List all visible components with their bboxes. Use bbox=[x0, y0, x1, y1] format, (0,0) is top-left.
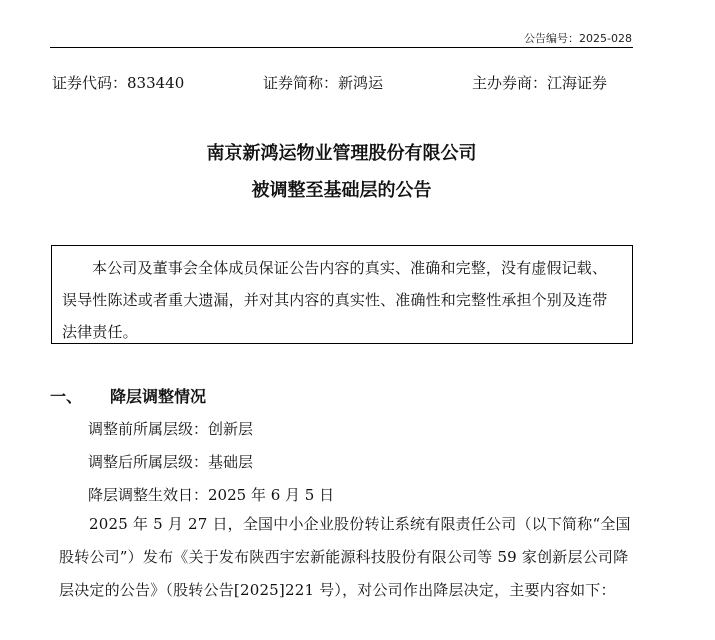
board-statement-box: 本公司及董事会全体成员保证公告内容的真实、准确和完整，没有虚假记载、误导性陈述或者重大遗漏，并对其内容的真实性、准确性和完整性承担个别及连带法律责任。 bbox=[51, 245, 633, 344]
effective-date-item: 降层调整生效日：2025 年 6 月 5 日 bbox=[88, 486, 335, 504]
security-code: 证券代码：833440 bbox=[52, 74, 185, 92]
announcement-number: 公告编号：2025-028 bbox=[524, 32, 632, 45]
tier-before-item: 调整前所属层级：创新层 bbox=[88, 420, 254, 438]
sponsor-broker: 主办券商：江海证券 bbox=[472, 74, 608, 92]
header-divider bbox=[50, 47, 633, 48]
security-abbreviation: 证券简称：新鸿运 bbox=[263, 74, 384, 92]
body-paragraph: 2025 年 5 月 27 日，全国中小企业股份转让系统有限责任公司（以下简称“全国股转公司”）发布《关于发布陕西宇宏新能源科技股份有限公司等 59 家创新层公司降层决定的公告》（股转公告[2025]221 号），对公司作出降层决定，主要内容如下： bbox=[59, 515, 631, 599]
tier-after-item: 调整后所属层级：基础层 bbox=[88, 453, 254, 471]
document-title-company: 南京新鸿运物业管理股份有限公司 bbox=[206, 143, 477, 164]
document-title-subject: 被调整至基础层的公告 bbox=[251, 180, 432, 201]
section-number: 一、 bbox=[50, 387, 83, 406]
section-heading: 降层调整情况 bbox=[110, 387, 207, 406]
